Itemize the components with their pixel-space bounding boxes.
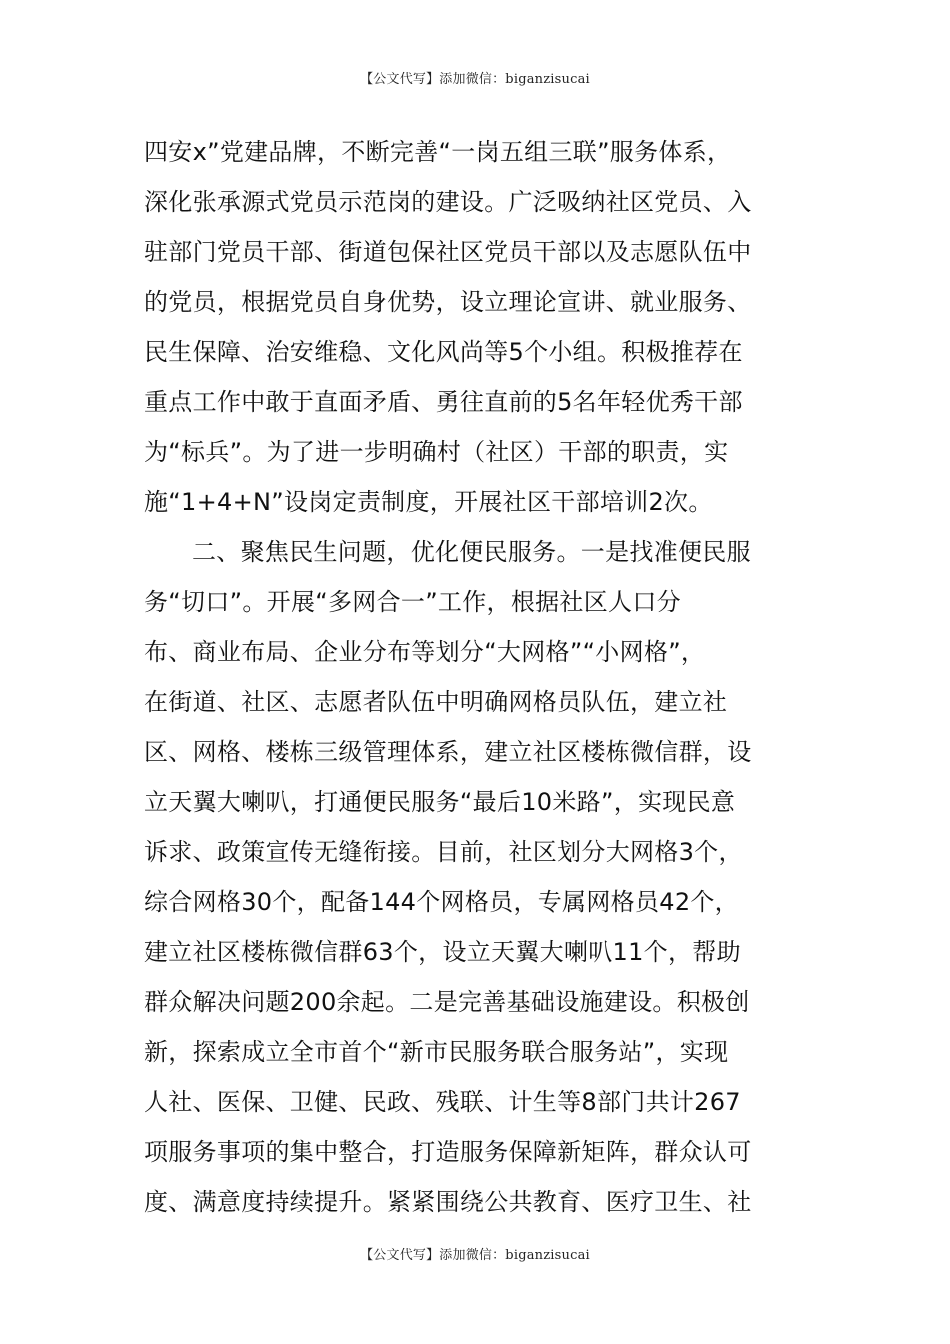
text-line: 施“1+4+N”设岗定责制度，开展社区干部培训2次。 <box>144 488 713 516</box>
text-line: 的党员，根据党员自身优势，设立理论宣讲、就业服务、 <box>144 288 752 316</box>
text-line: 四安x”党建品牌，不断完善“一岗五组三联”服务体系， <box>144 138 732 166</box>
text-line: 布、商业布局、企业分布等划分“大网格”“小网格”， <box>144 638 706 666</box>
text-line: 综合网格30个，配备144个网格员，专属网格员42个， <box>144 888 739 916</box>
text-line: 深化张承源式党员示范岗的建设。广泛吸纳社区党员、入 <box>144 188 752 216</box>
text-line: 人社、医保、卫健、民政、残联、计生等8部门共计267 <box>144 1088 741 1116</box>
text-line: 为“标兵”。为了进一步明确村（社区）干部的职责，实 <box>144 438 729 466</box>
text-line: 在街道、社区、志愿者队伍中明确网格员队伍，建立社 <box>144 688 728 716</box>
page-header: 【公文代写】添加微信：biganzisucai <box>360 72 590 87</box>
paragraph-start-line: 二、聚焦民生问题，优化便民服务。一是找准便民服 <box>192 538 751 566</box>
text-line: 民生保障、治安维稳、文化风尚等5个小组。积极推荐在 <box>144 338 743 366</box>
text-line: 群众解决问题200余起。二是完善基础设施建设。积极创 <box>144 988 750 1016</box>
text-line: 重点工作中敢于直面矛盾、勇往直前的5名年轻优秀干部 <box>144 388 743 416</box>
text-line: 项服务事项的集中整合，打造服务保障新矩阵，群众认可 <box>144 1138 752 1166</box>
text-line: 新，探索成立全市首个“新市民服务联合服务站”，实现 <box>144 1038 729 1066</box>
text-line: 建立社区楼栋微信群63个，设立天翼大喇叭11个，帮助 <box>144 938 741 966</box>
page-footer: 【公文代写】添加微信：biganzisucai <box>360 1248 590 1263</box>
text-line: 驻部门党员干部、街道包保社区党员干部以及志愿队伍中 <box>144 238 752 266</box>
text-line: 务“切口”。开展“多网合一”工作，根据社区人口分 <box>144 588 681 616</box>
text-line: 区、网格、楼栋三级管理体系，建立社区楼栋微信群，设 <box>144 738 752 766</box>
text-line: 诉求、政策宣传无缝衔接。目前，社区划分大网格3个， <box>144 838 743 866</box>
text-line: 度、满意度持续提升。紧紧围绕公共教育、医疗卫生、社 <box>144 1188 752 1216</box>
text-line: 立天翼大喇叭，打通便民服务“最后10米路”，实现民意 <box>144 788 736 816</box>
document-body <box>144 127 824 1227</box>
